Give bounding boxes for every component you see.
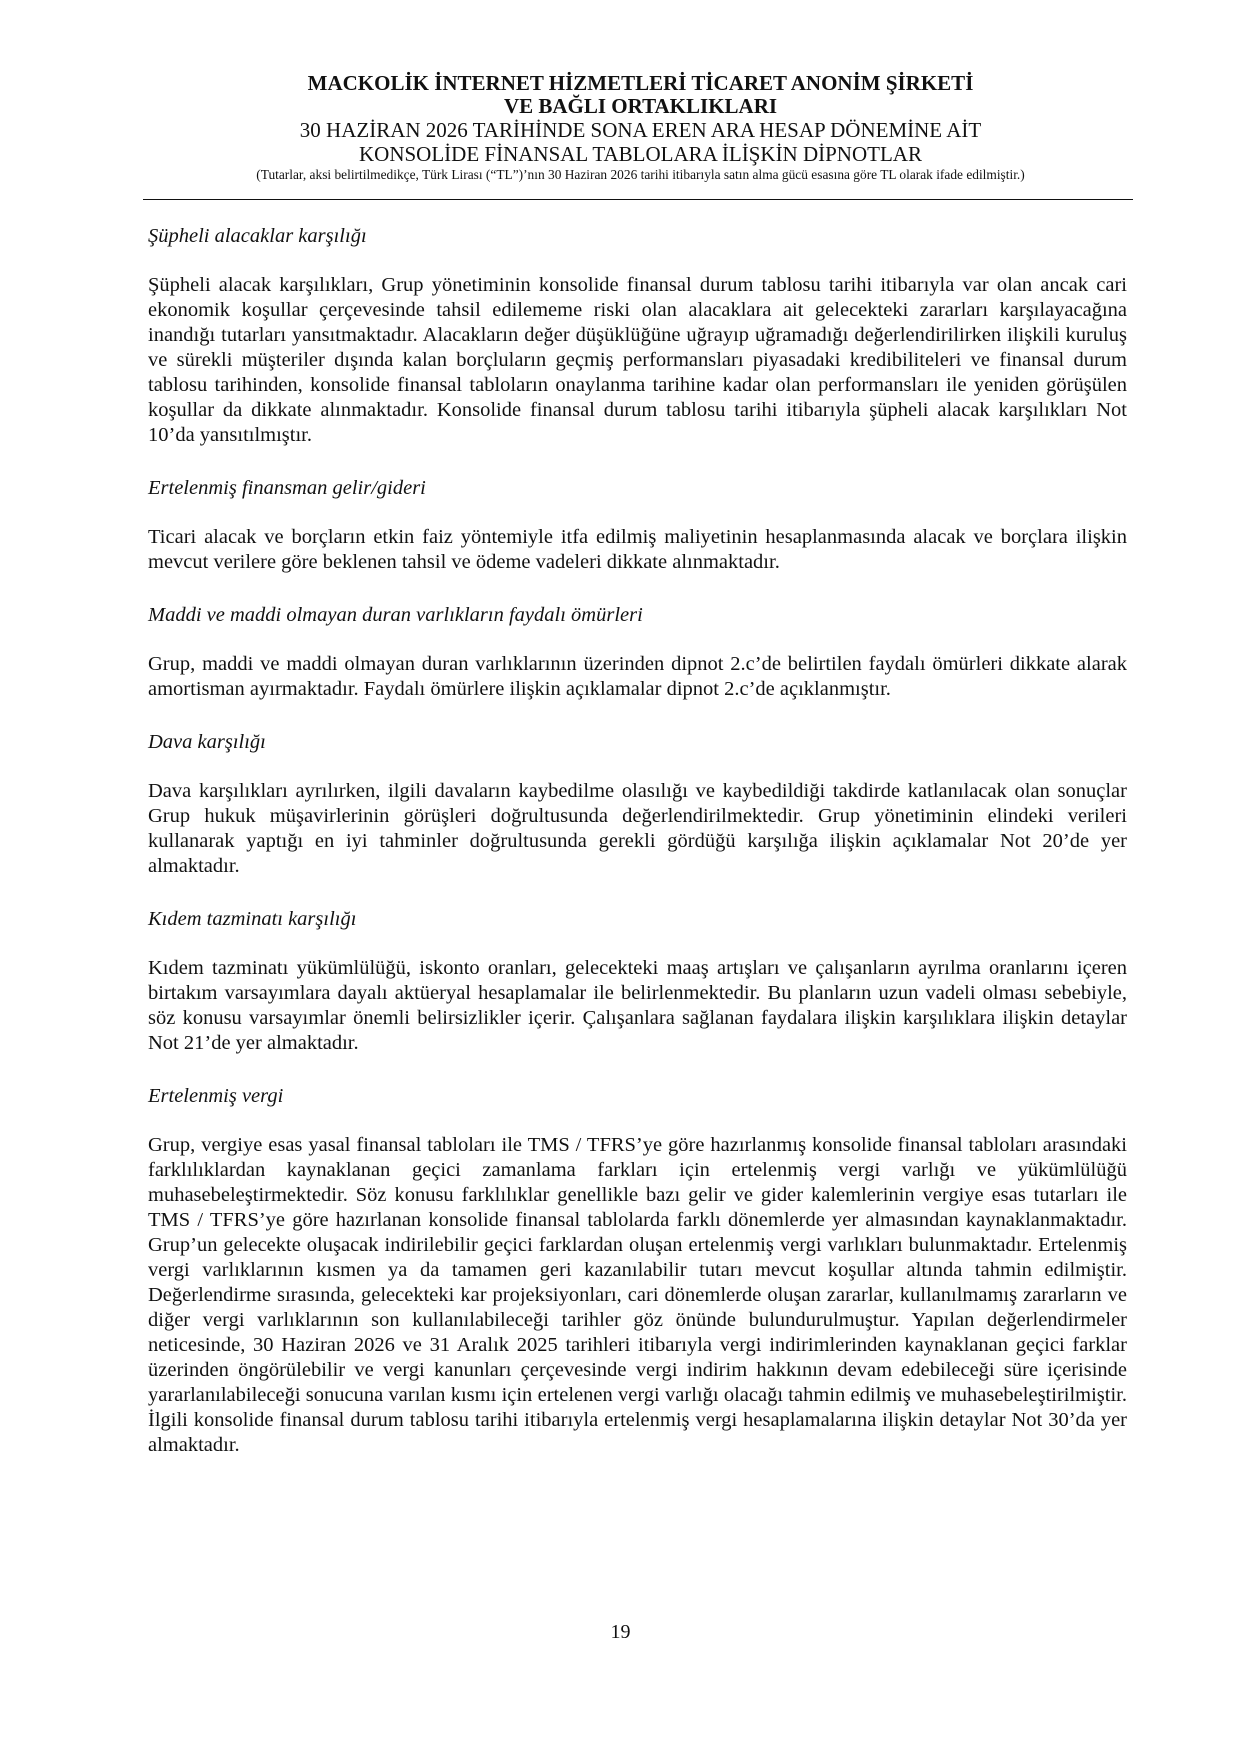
section-paragraph: Ticari alacak ve borçların etkin faiz yöntemiyle itfa edilmiş maliyetinin hesaplanmasında alacak ve borçlara ilişkin mevcut verilere göre beklenen tahsil ve ödeme vadeleri dikkate alınmaktadır.: [148, 526, 1127, 573]
section-deferred-tax: [148, 1083, 1127, 1458]
company-name-line-2: VE BAĞLI ORTAKLIKLARI: [503, 94, 778, 118]
section-title: Ertelenmiş finansman gelir/gideri: [148, 477, 426, 499]
period-title-line-2: KONSOLİDE FİNANSAL TABLOLARA İLİŞKİN DİPNOTLAR: [359, 142, 922, 166]
section-paragraph: Dava karşılıkları ayrılırken, ilgili davaların kaybedilme olasılığı ve kaybedildiği takdirde katlanılacak olan sonuçlar Grup hukuk müşavirlerinin görüşleri doğrultusunda değerlendirilmektedir. Grup yönetiminin elindeki verileri kullanarak yaptığı en iyi tahminler doğrultusunda gerekli gördüğü karşılığa ilişkin açıklamalar Not 20’de yer almaktadır.: [148, 780, 1127, 877]
section-doubtful-receivables: [148, 223, 1127, 448]
section-title: Şüpheli alacaklar karşılığı: [148, 225, 367, 247]
section-paragraph: Grup, vergiye esas yasal finansal tabloları ile TMS / TFRS’ye göre hazırlanmış konsolide finansal tabloları arasındaki farklılıklardan kaynaklanan geçici zamanlama farkları için ertelenmiş vergi varlığı ve yükümlülüğü muhasebeleştirmektedir. Söz konusu farklılıklar genellikle bazı gelir ve gider kalemlerinin vergiye esas tutarları ile TMS / TFRS’ye göre hazırlanan konsolide finansal tablolarda farklı dönemlerde yer almasından kaynaklanmaktadır. Grup’un gelecekte oluşacak indirilebilir geçici farklardan oluşan ertelenmiş vergi varlıkları bulunmaktadır. Ertelenmiş vergi varlıklarının kısmen ya da tamamen geri kazanılabilir tutarı mevcut koşullar altında tahmin edilmiştir. Değerlendirme sırasında, gelecekteki kar projeksiyonları, cari dönemlerde oluşan zararlar, kullanılmamış zararların ve diğer vergi varlıklarının son kullanılabileceği tarihler göz önünde bulundurulmuştur. Yapılan değerlendirmeler neticesinde, 30 Haziran 2026 ve 31 Aralık 2025 tarihleri itibarıyla vergi indirimlerinden kaynaklanan geçici farklar üzerinden öngörülebilir ve vergi kanunları çerçevesinde vergi indirim hakkının devam edebileceği süre içerisinde yararlanılabileceği sonucuna varılan kısmı için ertelenen vergi varlığı olacağı tahmin edilmiş ve muhasebeleştirilmiştir. İlgili konsolide finansal durum tablosu tarihi itibarıyla ertelenmiş vergi hesaplamalarına ilişkin detaylar Not 30’da yer almaktadır.: [148, 1134, 1127, 1456]
section-severance-provision: [148, 906, 1127, 1056]
currency-note: (Tutarlar, aksi belirtilmedikçe, Türk Lirası (“TL”)’nın 30 Haziran 2026 tarihi itibarıyla satın alma gücü esasına göre TL olarak ifade edilmiştir.): [256, 167, 1025, 182]
section-litigation-provision: [148, 729, 1127, 879]
section-paragraph: Grup, maddi ve maddi olmayan duran varlıklarının üzerinden dipnot 2.c’de belirtilen faydalı ömürleri dikkate alarak amortisman ayırmaktadır. Faydalı ömürlere ilişkin açıklamalar dipnot 2.c’de açıklanmıştır.: [148, 653, 1127, 700]
section-title: Dava karşılığı: [148, 731, 266, 753]
section-deferred-finance-income-expense: [148, 475, 1127, 575]
section-title: Ertelenmiş vergi: [148, 1085, 284, 1107]
section-title: Maddi ve maddi olmayan duran varlıkların faydalı ömürleri: [148, 604, 643, 626]
document-header: [148, 72, 1133, 183]
section-paragraph: Şüpheli alacak karşılıkları, Grup yönetiminin konsolide finansal durum tablosu tarihi itibarıyla var olan ancak cari ekonomik koşullar çerçevesinde tahsil edilememe riski olan alacaklara ait gelecekteki zararları karşılayacağına inandığı tutarları yansıtmaktadır. Alacakların değer düşüklüğüne uğrayıp uğramadığı değerlendirilirken ilişkili kuruluş ve sürekli müşteriler dışında kalan borçluların geçmiş performansları piyasadaki kredibiliteleri ve finansal durum tablosu tarihinden, konsolide finansal tabloların onaylanma tarihine kadar olan performansları ile yeniden görüşülen koşullar da dikkate alınmaktadır. Konsolide finansal durum tablosu tarihi itibarıyla şüpheli alacak karşılıkları Not 10’da yansıtılmıştır.: [148, 274, 1127, 446]
section-useful-lives: [148, 602, 1127, 702]
document-body: [148, 223, 1127, 1485]
header-divider: [143, 199, 1133, 200]
section-paragraph: Kıdem tazminatı yükümlülüğü, iskonto oranları, gelecekteki maaş artışları ve çalışanların ayrılma oranlarını içeren birtakım varsayımlara dayalı aktüeryal hesaplamalar ile belirlenmektedir. Bu planların uzun vadeli olması sebebiyle, söz konusu varsayımlar önemli belirsizlikler içerir. Çalışanlara sağlanan faydalara ilişkin karşılıklara ilişkin detaylar Not 21’de yer almaktadır.: [148, 957, 1127, 1054]
company-name-line-1: MACKOLİK İNTERNET HİZMETLERİ TİCARET ANONİM ŞİRKETİ: [307, 71, 974, 95]
section-title: Kıdem tazminatı karşılığı: [148, 908, 357, 930]
period-title-line-1: 30 HAZİRAN 2026 TARİHİNDE SONA EREN ARA HESAP DÖNEMİNE AİT: [299, 118, 982, 142]
page-number: 19: [610, 1621, 631, 1643]
